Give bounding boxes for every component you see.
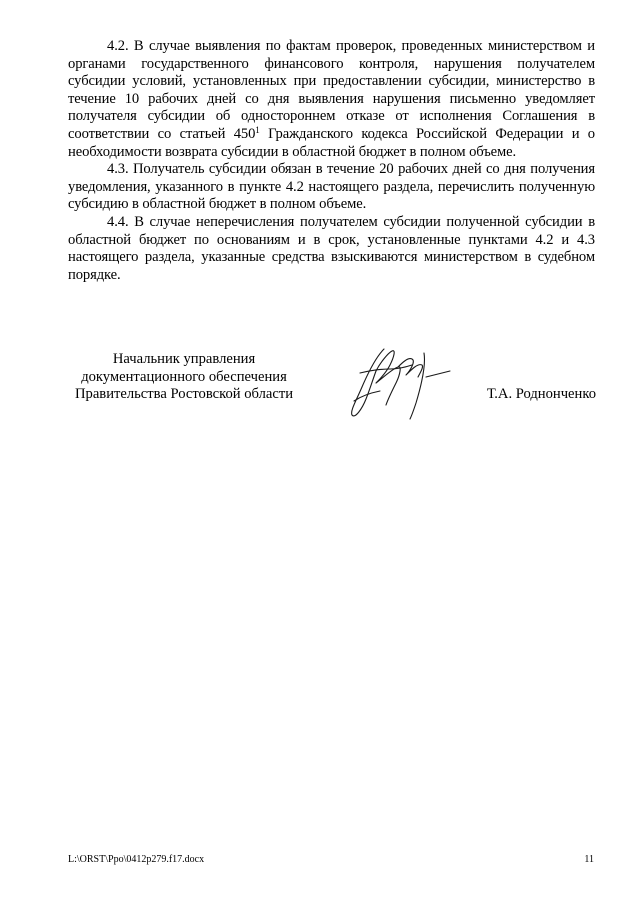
paragraph-4-2: [68, 38, 595, 161]
handwritten-signature: [340, 343, 456, 423]
document-body: [68, 38, 595, 284]
paragraph-4-4: 4.4. В случае неперечисления получателем субсидии полученной субсидии в областной бюджет по основаниям и в срок, установленные пунктами 4.2 и 4.3 настоящего раздела, указанные средства взыскиваются министерством в судебном порядке.: [68, 213, 595, 283]
page-number: 11: [584, 854, 594, 865]
footer-file-path: L:\ORST\Ppo\0412p279.f17.docx: [68, 854, 205, 865]
signer-name: Т.А. Роднонченко: [486, 386, 596, 402]
position-line-2: документационного обеспечения: [81, 368, 287, 385]
signatory-position: [68, 351, 300, 404]
position-line-1: Начальник управления: [112, 351, 256, 367]
position-line-3: Правительства Ростовской области: [74, 386, 294, 403]
paragraph-4-2-text: 4.2. В случае выявления по фактам проверок, проведенных министерством и органами государственного финансового контроля, нарушения получателем субсидии условий, установленных при предоставлении субсидии, министерство в течение 10 рабочих дней со дня выявления нарушения письменно уведомляет получателя субсидии об одностороннем отказе от исполнения Соглашения в соответствии со статьей 450: [68, 38, 595, 142]
paragraph-4-3: 4.3. Получатель субсидии обязан в течение 20 рабочих дней со дня получения уведомления, указанного в пункте 4.2 настоящего раздела, перечислить полученную субсидию в областной бюджет в полном объеме.: [68, 161, 595, 213]
paragraph-4-2-text-end: Гражданского кодекса Российской Федерации и о необходимости возврата субсидии в областной бюджет в полном объеме.: [68, 125, 595, 160]
article-superscript: 1: [255, 124, 260, 135]
